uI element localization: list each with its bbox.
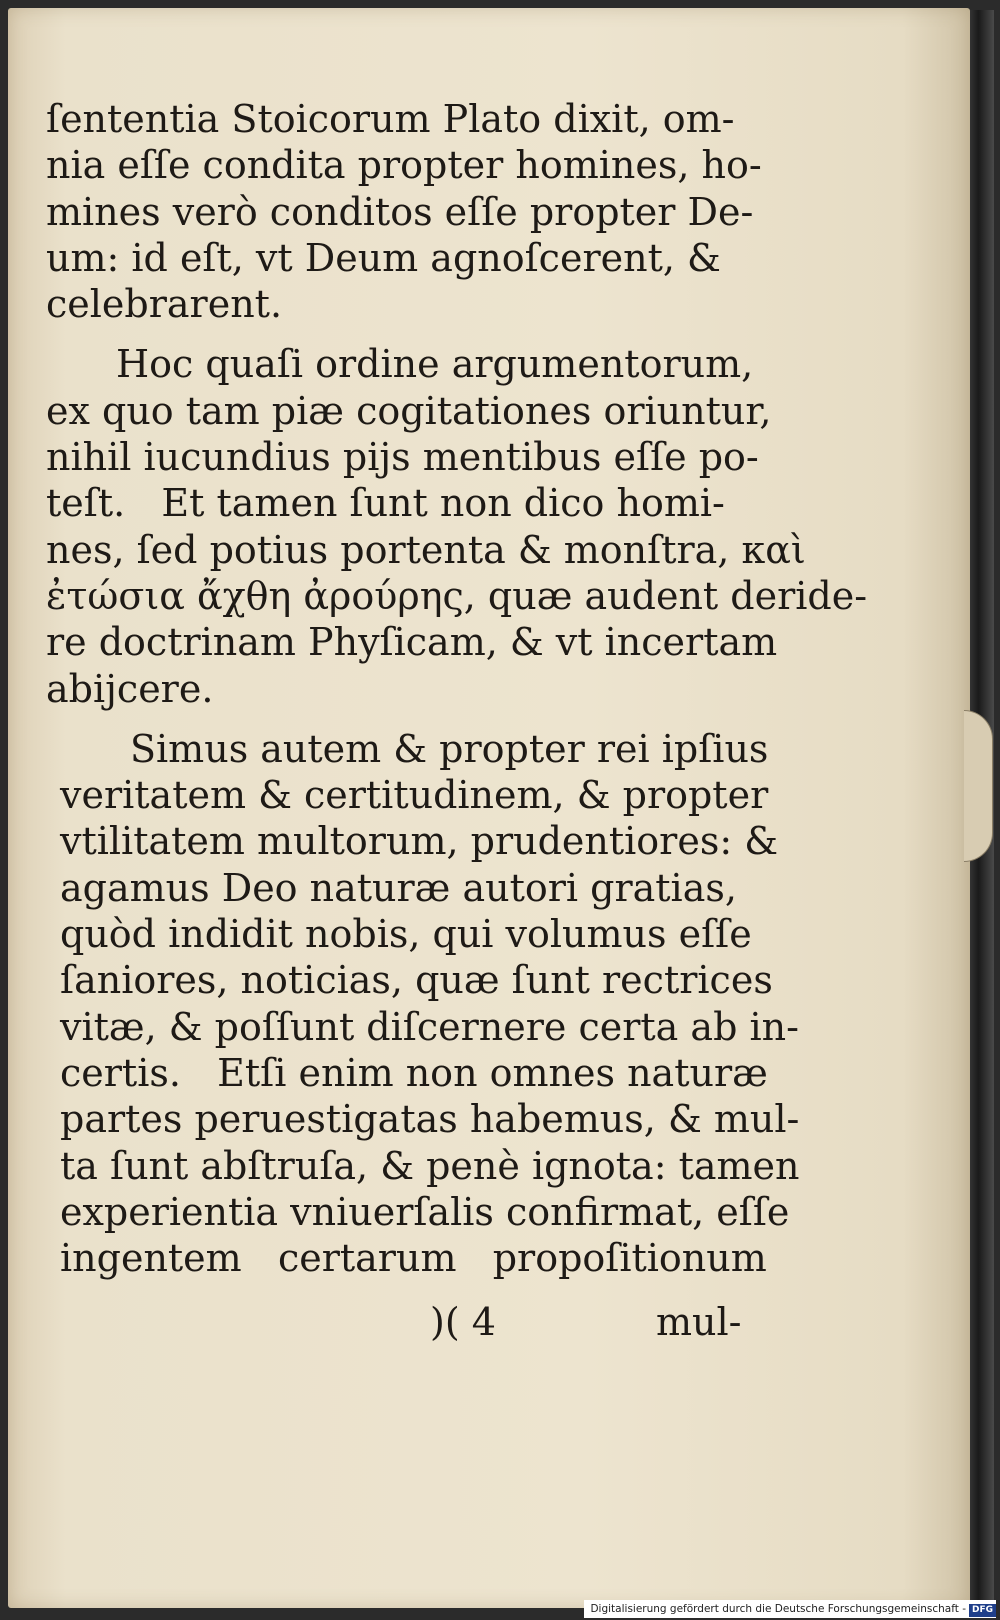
funding-footer [584,1600,996,1618]
text-line: um: id eſt, vt Deum agnoſcerent, & [46,235,721,280]
text-line: vtilitatem multorum, prudentiores: & [60,819,779,864]
text-line: vitæ, & poſſunt diſcernere certa ab in- [60,1004,799,1049]
text-line: certis. Etſi enim non omnes naturæ [60,1050,768,1095]
text-line: ἐτώσια ἄχθη ἀρούρης, quæ audent deride- [46,573,868,618]
text-line: ſententia Stoicorum Plato dixit, om- [46,97,735,141]
text-line: Hoc quaſi ordine argumentorum, [116,342,754,387]
text-line: ſaniores, noticias, quæ ſunt rectrices [60,958,773,1003]
page-tab [964,710,993,862]
text-line: ingentem certarum propoſitionum [60,1236,767,1281]
catchword: mul- [656,1300,742,1344]
text-line: ex quo tam piæ cogitationes oriuntur, [46,388,772,433]
text-line: quòd indidit nobis, qui volumus eſſe [60,912,752,957]
text-line: nihil iucundius pijs mentibus eſſe po- [46,435,759,480]
text-line: teſt. Et tamen ſunt non dico homi- [46,481,725,526]
text-line: abijcere. [46,666,214,711]
text-line: mines verò conditos eſſe propter De- [46,189,754,234]
text-line: ta ſunt abſtruſa, & penè ignota: tamen [60,1143,800,1188]
text-line: partes peruestigatas habemus, & mul- [60,1097,800,1142]
text-line: veritatem & certitudinem, & propter [60,773,769,818]
text-line: celebrarent. [46,282,283,327]
text-line: Simus autem & propter rei ipſius [130,726,769,771]
text-line: agamus Deo naturæ autori gratias, [60,865,737,910]
signature-mark: )( 4 [430,1300,496,1344]
text-line: experientia vniuerſalis confirmat, eſſe [60,1189,790,1234]
page-text [46,96,868,1295]
dfg-logo: DFG [969,1604,996,1617]
footer-text: Digitalisierung gefördert durch die Deutsche Forschungsgemeinschaft - [590,1603,966,1615]
text-line: nes, ſed potius portenta & monſtra, καὶ [46,527,806,572]
text-line: re doctrinam Phyſicam, & vt incertam [46,620,778,665]
paragraph-3 [46,726,800,1282]
paragraph-2 [46,341,868,711]
paragraph-1 [46,96,762,327]
text-line: nia eſſe condita propter homines, ho- [46,143,762,188]
